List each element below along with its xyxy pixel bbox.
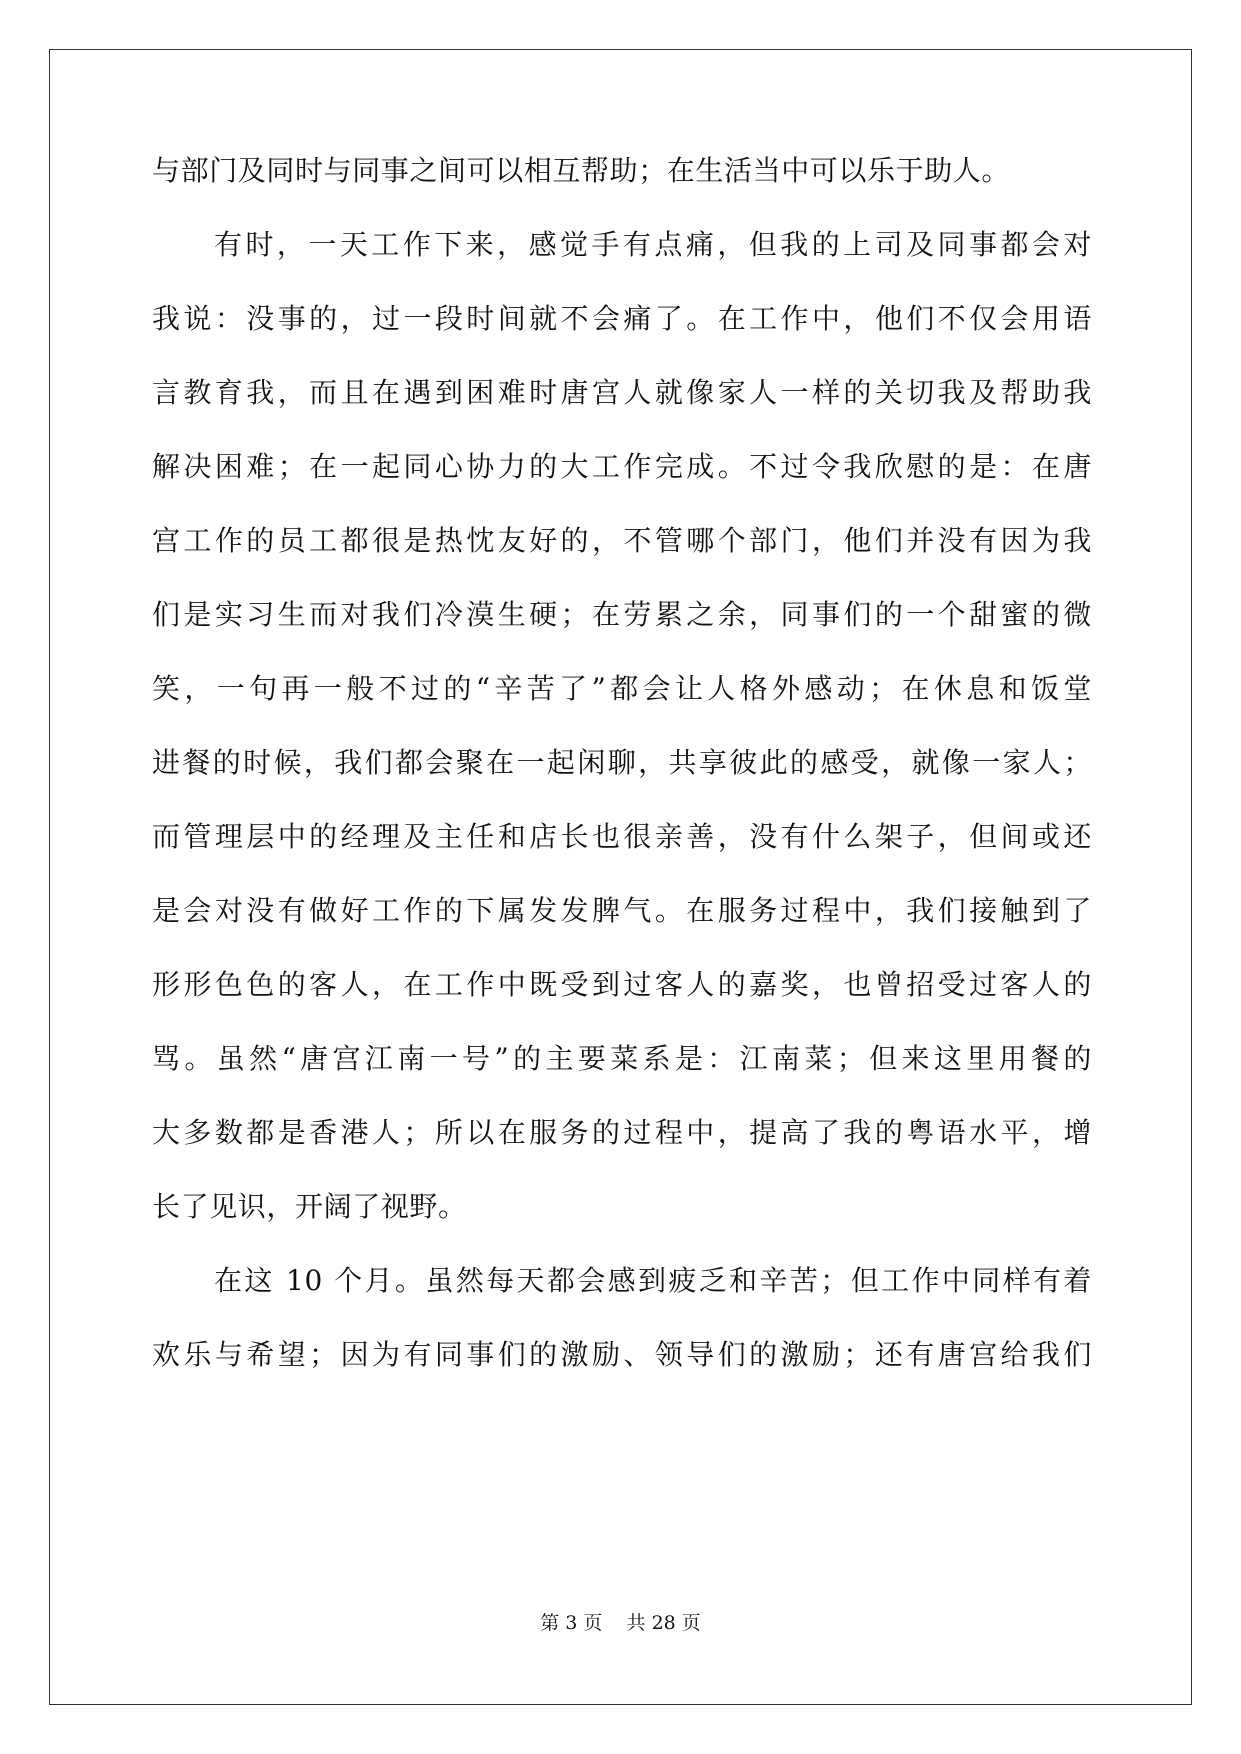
paragraph-line: 言教育我，而且在遇到困难时唐宫人就像家人一样的关切我及帮助我: [152, 376, 1092, 409]
paragraph-line: 与部门及同时与同事之间可以相互帮助；在生活当中可以乐于助人。: [152, 154, 1011, 187]
paragraph-line: 大多数都是香港人；所以在服务的过程中，提高了我的粤语水平，增: [152, 1116, 1092, 1149]
paragraph-line: 有时，一天工作下来，感觉手有点痛，但我的上司及同事都会对: [214, 228, 1092, 261]
paragraph-line: 们是实习生而对我们冷漠生硬；在劳累之余，同事们的一个甜蜜的微: [152, 598, 1092, 631]
paragraph-line: 而管理层中的经理及主任和店长也很亲善，没有什么架子，但间或还: [152, 820, 1092, 853]
paragraph-line: 长了见识，开阔了视野。: [152, 1190, 467, 1223]
paragraph-line: 欢乐与希望；因为有同事们的激励、领导们的激励；还有唐宫给我们: [152, 1338, 1092, 1371]
page-number-footer: 第 3 页 共 28 页: [540, 1612, 701, 1634]
paragraph-line: 解决困难；在一起同心协力的大工作完成。不过令我欣慰的是：在唐: [152, 450, 1092, 483]
paragraph-line: 骂。虽然“唐宫江南一号”的主要菜系是：江南菜；但来这里用餐的: [152, 1042, 1092, 1075]
paragraph-line: 笑，一句再一般不过的“辛苦了”都会让人格外感动；在休息和饭堂: [152, 672, 1092, 705]
paragraph-line: 我说：没事的，过一段时间就不会痛了。在工作中，他们不仅会用语: [152, 302, 1092, 335]
paragraph-line: 宫工作的员工都很是热忱友好的，不管哪个部门，他们并没有因为我: [152, 524, 1092, 557]
paragraph-line: 是会对没有做好工作的下属发发脾气。在服务过程中，我们接触到了: [152, 894, 1092, 927]
paragraph-line: 形形色色的客人，在工作中既受到过客人的嘉奖，也曾招受过客人的: [152, 968, 1092, 1001]
paragraph-line: 进餐的时候，我们都会聚在一起闲聊，共享彼此的感受，就像一家人；: [152, 746, 1092, 779]
page-border: [49, 49, 1192, 1705]
paragraph-line: 在这 10 个月。虽然每天都会感到疲乏和辛苦；但工作中同样有着: [214, 1264, 1092, 1297]
